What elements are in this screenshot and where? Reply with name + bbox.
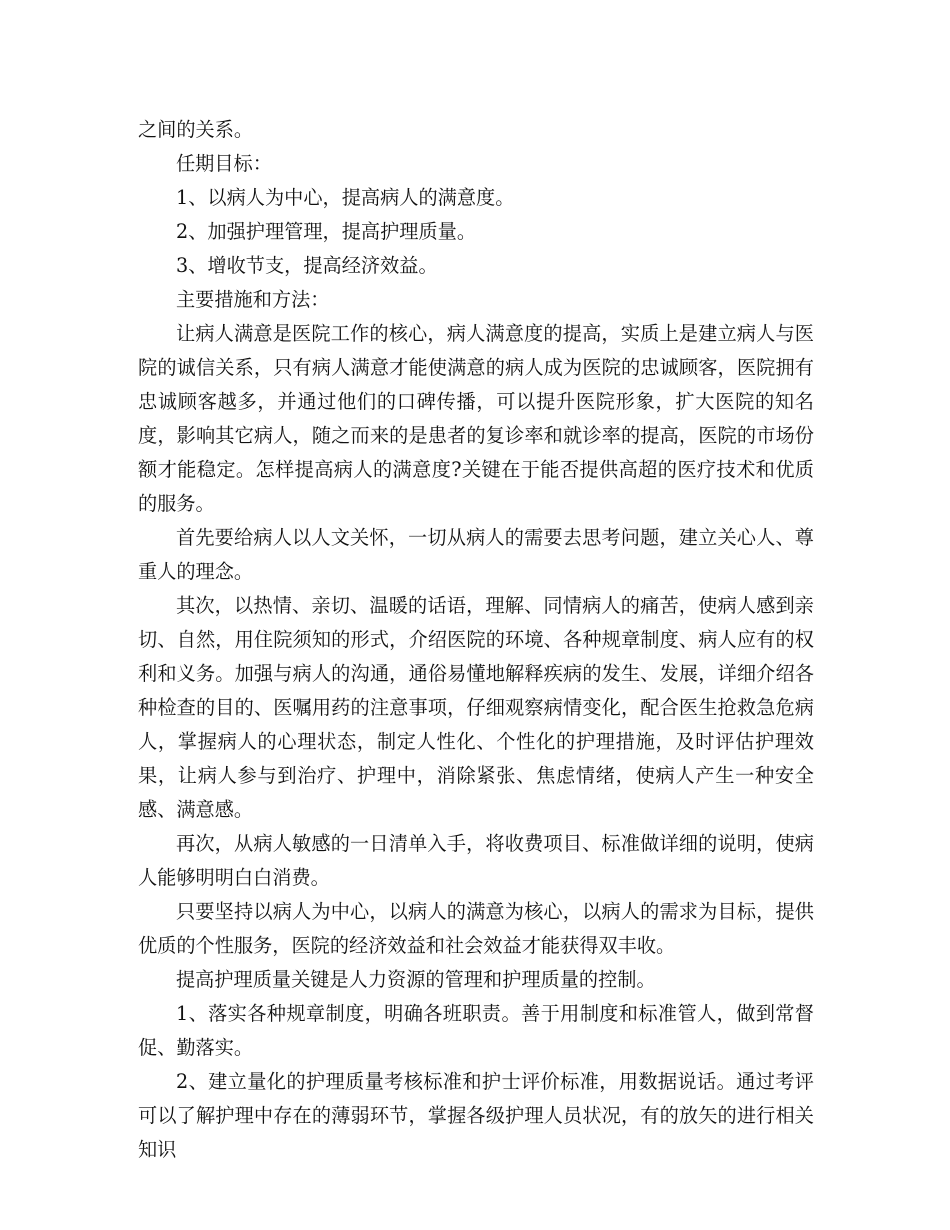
paragraph-billing-list: 再次，从病人敏感的一日清单入手，将收费项目、标准做详细的说明，使病人能够明明白白消费。 — [138, 832, 814, 889]
paragraph-patient-centered: 只要坚持以病人为中心，以病人的满意为核心，以病人的需求为目标，提供优质的个性服务，医院的经济效益和社会效益才能获得双丰收。 — [138, 900, 814, 957]
paragraph-humanistic-care: 首先要给病人以人文关怀，一切从病人的需要去思考问题，建立关心人、尊重人的理念。 — [138, 526, 814, 583]
paragraph-satisfaction-core: 让病人满意是医院工作的核心，病人满意度的提高，实质上是建立病人与医院的诚信关系，只有病人满意才能使满意的病人成为医院的忠诚顾客，医院拥有忠诚顾客越多，并通过他们的口碑传播，可以提升医院形象，扩大医院的知名度，影响其它病人，随之而来的是患者的复诊率和就诊率的提高，医院的市场份额才能稳定。怎样提高病人的满意度?关键在于能否提供高超的医疗技术和优质的服务。 — [138, 322, 814, 515]
paragraph-goal-3: 3、增收节支，提高经济效益。 — [176, 254, 438, 277]
paragraph-quality-key: 提高护理质量关键是人力资源的管理和护理质量的控制。 — [176, 968, 656, 991]
paragraph-communication: 其次，以热情、亲切、温暖的话语，理解、同情病人的痛苦，使病人感到亲切、自然，用住院须知的形式，介绍医院的环境、各种规章制度、病人应有的权利和义务。加强与病人的沟通，通俗易懂地解释疾病的发生、发展，详细介绍各种检查的目的、医嘱用药的注意事项，仔细观察病情变化，配合医生抢救急危病人，掌握病人的心理状态，制定人性化、个性化的护理措施，及时评估护理效果，让病人参与到治疗、护理中，消除紧张、焦虑情绪，使病人产生一种安全感、满意感。 — [138, 594, 814, 821]
paragraph-measures-heading: 主要措施和方法： — [176, 288, 330, 311]
paragraph-term-goals-heading: 任期目标： — [176, 152, 272, 175]
paragraph-quantified-standards: 2、建立量化的护理质量考核标准和护士评价标准，用数据说话。通过考评可以了解护理中存在的薄弱环节，掌握各级护理人员状况，有的放矢的进行相关知识 — [138, 1070, 814, 1161]
document-body — [138, 113, 814, 1167]
paragraph-continuation: 之间的关系。 — [138, 118, 254, 141]
paragraph-goal-1: 1、以病人为中心，提高病人的满意度。 — [176, 186, 515, 209]
paragraph-rules: 1、落实各种规章制度，明确各班职责。善于用制度和标准管人，做到常督促、勤落实。 — [138, 1002, 814, 1059]
paragraph-goal-2: 2、加强护理管理，提高护理质量。 — [176, 220, 477, 243]
